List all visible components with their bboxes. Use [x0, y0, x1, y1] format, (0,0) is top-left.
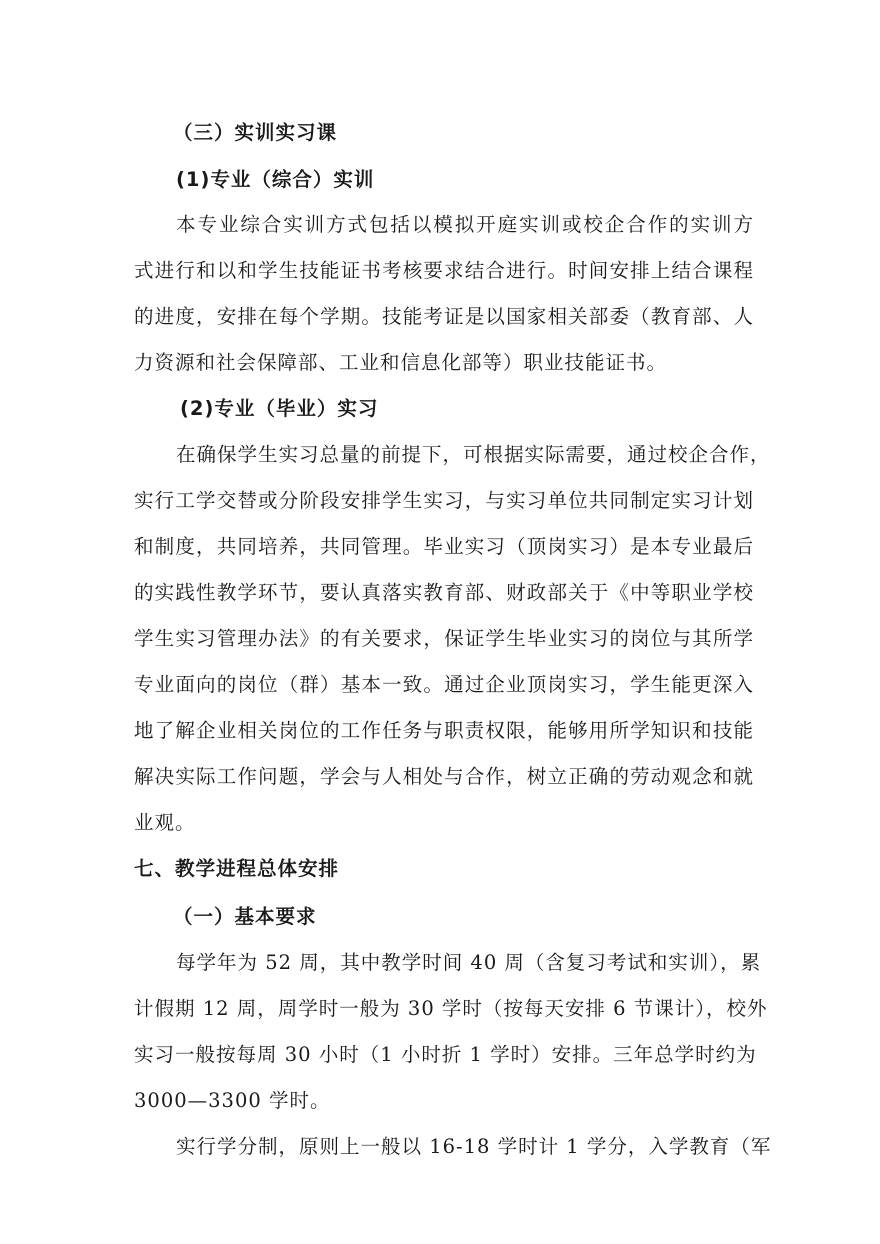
paragraph-line: 和制度，共同培养，共同管理。毕业实习（顶岗实习）是本专业最后 [134, 535, 754, 558]
subheading-graduation-internship: (2)专业（毕业）实习 [180, 397, 379, 420]
paragraph-line: 的进度，安排在每个学期。技能考证是以国家相关部委（教育部、人 [134, 305, 754, 328]
section-heading-practical-training: （三）实训实习课 [173, 121, 338, 144]
paragraph-line: 本专业综合实训方式包括以模拟开庭实训或校企合作的实训方 [176, 213, 754, 236]
paragraph-line: 式进行和以和学生技能证书考核要求结合进行。时间安排上结合课程 [134, 259, 754, 282]
paragraph-line: 学生实习管理办法》的有关要求，保证学生毕业实习的岗位与其所学 [134, 627, 754, 650]
paragraph-line: 解决实际工作问题，学会与人相处与合作，树立正确的劳动观念和就 [134, 765, 754, 788]
paragraph-line: 在确保学生实习总量的前提下，可根据实际需要，通过校企合作， [176, 443, 771, 466]
paragraph-line: 实行学分制，原则上一般以 16-18 学时计 1 学分，入学教育（军 [176, 1135, 772, 1158]
paragraph-line: 3000—3300 学时。 [134, 1089, 331, 1112]
section-heading-teaching-schedule: 七、教学进程总体安排 [134, 857, 340, 880]
paragraph-line: 业观。 [134, 811, 196, 834]
subheading-basic-requirements: （一）基本要求 [173, 905, 317, 928]
paragraph-line: 的实践性教学环节，要认真落实教育部、财政部关于《中等职业学校 [134, 581, 754, 604]
paragraph-line: 力资源和社会保障部、工业和信息化部等）职业技能证书。 [134, 351, 668, 374]
paragraph-line: 每学年为 52 周，其中教学时间 40 周（含复习考试和实训），累 [176, 951, 762, 974]
paragraph-line: 专业面向的岗位（群）基本一致。通过企业顶岗实习，学生能更深入 [134, 673, 754, 696]
subheading-comprehensive-training: (1)专业（综合）实训 [176, 168, 375, 191]
paragraph-line: 地了解企业相关岗位的工作任务与职责权限，能够用所学知识和技能 [134, 719, 754, 742]
paragraph-line: 计假期 12 周，周学时一般为 30 学时（按每天安排 6 节课计），校外 [134, 997, 768, 1020]
paragraph-line: 实习一般按每周 30 小时（1 小时折 1 学时）安排。三年总学时约为 [134, 1043, 757, 1066]
paragraph-line: 实行工学交替或分阶段安排学生实习，与实习单位共同制定实习计划 [134, 489, 754, 512]
